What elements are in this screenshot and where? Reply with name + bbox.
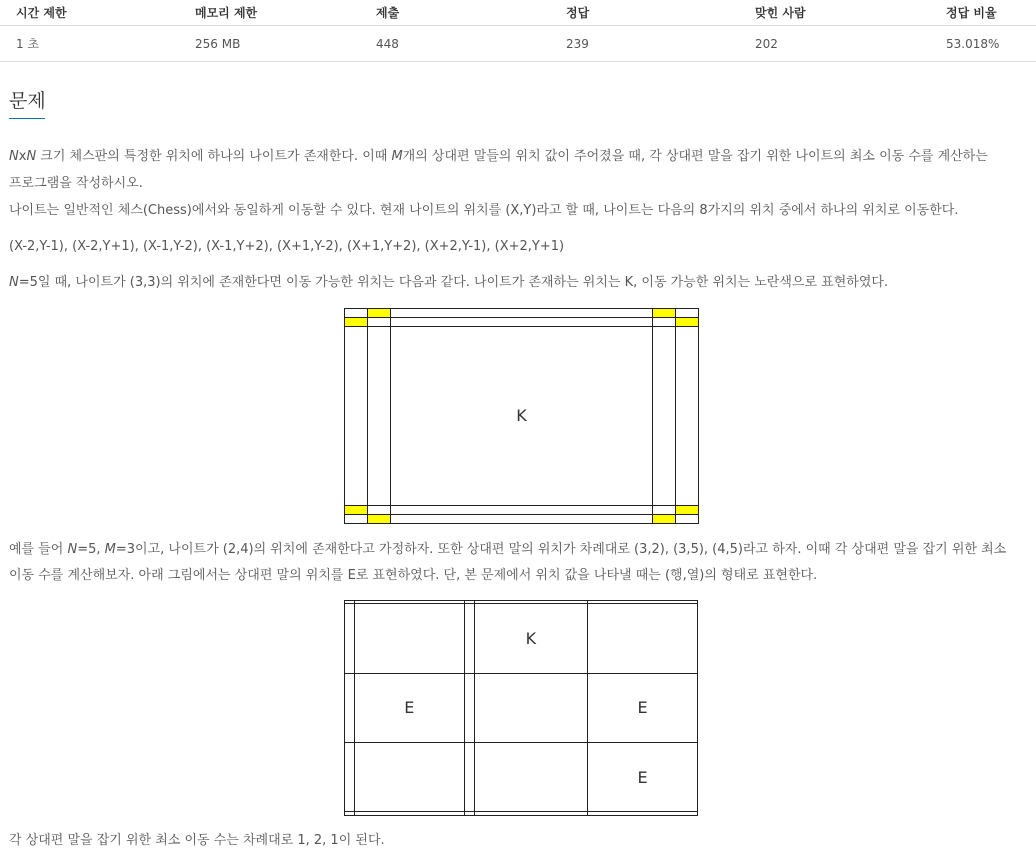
- problem-paragraph-4: [9, 274, 888, 292]
- board-cell: [474, 673, 588, 742]
- var-n: N: [9, 275, 19, 290]
- board-cell: [390, 309, 653, 318]
- board-cell: [345, 326, 368, 505]
- text-segment: 개의 상대편 말들의 위치 값이 주어졌을 때, 각 상대편 말을 잡기 위한 나이트의 최소 이동 수를 계산하는: [402, 149, 988, 164]
- board-cell-reachable: [653, 515, 676, 524]
- board-cell-reachable: [367, 309, 390, 318]
- board-row: [345, 317, 699, 326]
- board-cell: [354, 812, 464, 816]
- board-cell-reachable: [345, 317, 368, 326]
- board-cell: [588, 604, 698, 673]
- board-cell: [464, 812, 474, 816]
- info-header-row: [0, 0, 1036, 26]
- board-cell: [653, 317, 676, 326]
- board-cell-enemy: E: [588, 743, 698, 812]
- board-cell: [653, 326, 676, 505]
- header-time-limit: 시간 제한: [0, 0, 179, 26]
- board-cell: [676, 326, 699, 505]
- text-segment: =5,: [77, 542, 105, 557]
- problem-info-table: [0, 0, 1036, 62]
- board-cell: [345, 309, 368, 318]
- board-cell: [345, 812, 355, 816]
- board-cell: [367, 317, 390, 326]
- board-cell-reachable: [676, 506, 699, 515]
- board-row: [345, 506, 699, 515]
- board-cell: [367, 326, 390, 505]
- board-cell: [390, 317, 653, 326]
- board-cell: [345, 673, 355, 742]
- text-segment: =5일 때, 나이트가 (3,3)의 위치에 존재한다면 이동 가능한 위치는 다음과 같다. 나이트가 존재하는 위치는 K, 이동 가능한 위치는 노란색으로 표현하였다.: [18, 275, 889, 290]
- header-solved-users: 맞힌 사람: [739, 0, 930, 26]
- board-cell: [653, 506, 676, 515]
- board-cell: [588, 812, 698, 816]
- board-cell: [390, 506, 653, 515]
- problem-paragraph-1: [9, 148, 988, 166]
- problem-paragraph-1-line-2: 프로그램을 작성하시오.: [9, 176, 143, 191]
- board-row: [345, 604, 698, 673]
- board-cell: [676, 515, 699, 524]
- problem-paragraph-5: [9, 541, 1006, 559]
- board-cell-reachable: [653, 309, 676, 318]
- value-solved-users: 202: [739, 26, 930, 62]
- board-cell: [354, 604, 464, 673]
- problem-paragraph-6: 각 상대편 말을 잡기 위한 최소 이동 수는 차례대로 1, 2, 1이 된다.: [9, 833, 385, 848]
- header-memory-limit: 메모리 제한: [179, 0, 360, 26]
- knight-moves-list: (X-2,Y-1), (X-2,Y+1), (X-1,Y-2), (X-1,Y+2), (X+1,Y-2), (X+1,Y+2), (X+2,Y-1), (X+2,Y+1): [9, 239, 565, 254]
- header-accepted: 정답: [550, 0, 739, 26]
- text-segment: 크기 체스판의 특정한 위치에 하나의 나이트가 존재한다. 이때: [36, 149, 392, 164]
- board-row: [345, 515, 699, 524]
- board-cell: [345, 604, 355, 673]
- board-cell-reachable: [676, 317, 699, 326]
- board-cell: [464, 673, 474, 742]
- board-cell: [390, 515, 653, 524]
- board-cell: [354, 743, 464, 812]
- board-cell-reachable: [367, 515, 390, 524]
- var-m: M: [104, 542, 116, 557]
- board-cell: [345, 515, 368, 524]
- board-row: [345, 673, 698, 742]
- board-cell: [464, 743, 474, 812]
- value-accept-ratio: 53.018%: [930, 26, 1036, 62]
- board-cell-knight: K: [390, 326, 653, 505]
- var-n: N: [67, 542, 78, 557]
- section-title-problem: 문제: [9, 90, 46, 112]
- board-cell-knight: K: [474, 604, 588, 673]
- var-m: M: [391, 149, 403, 164]
- section-title-underline: [9, 118, 45, 119]
- header-accept-ratio: 정답 비율: [930, 0, 1036, 26]
- info-value-row: [0, 26, 1036, 62]
- board-cell: [474, 743, 588, 812]
- board-cell: [367, 506, 390, 515]
- problem-paragraph-5-line-2: 이동 수를 계산해보자. 아래 그림에서는 상대편 말의 위치를 E로 표현하였다. 단, 본 문제에서 위치 값을 나타낼 때는 (행,열)의 형태로 표현한다.: [9, 568, 818, 583]
- value-time-limit: 1 초: [0, 26, 179, 62]
- board-row: [345, 743, 698, 812]
- problem-paragraph-2: 나이트는 일반적인 체스(Chess)에서와 동일하게 이동할 수 있다. 현재 나이트의 위치를 (X,Y)라고 할 때, 나이트는 다음의 8가지의 위치 중에서 하나의 위치로 이동한다.: [9, 203, 959, 218]
- board-cell-enemy: E: [588, 673, 698, 742]
- var-n: N: [26, 149, 37, 164]
- board-cell: [474, 812, 588, 816]
- board-row: [345, 812, 698, 816]
- board-cell: [345, 743, 355, 812]
- board-cell: [464, 604, 474, 673]
- board-cell-reachable: [345, 506, 368, 515]
- board-cell-enemy: E: [354, 673, 464, 742]
- board-cell: [676, 309, 699, 318]
- text-segment: 예를 들어: [9, 542, 68, 557]
- text-segment: =3이고, 나이트가 (2,4)의 위치에 존재한다고 가정하자. 또한 상대편 말의 위치가 차례대로 (3,2), (3,5), (4,5)라고 하자. 이때 각 상대편 말을 잡기 위한 최소: [115, 542, 1007, 557]
- value-accepted: 239: [550, 26, 739, 62]
- value-submissions: 448: [360, 26, 550, 62]
- times-sign: x: [18, 149, 27, 164]
- board-row: [345, 326, 699, 505]
- example-board: [344, 600, 698, 816]
- value-memory-limit: 256 MB: [179, 26, 360, 62]
- var-n: N: [9, 149, 19, 164]
- knight-moves-board: [344, 308, 699, 524]
- board-row: [345, 309, 699, 318]
- header-submissions: 제출: [360, 0, 550, 26]
